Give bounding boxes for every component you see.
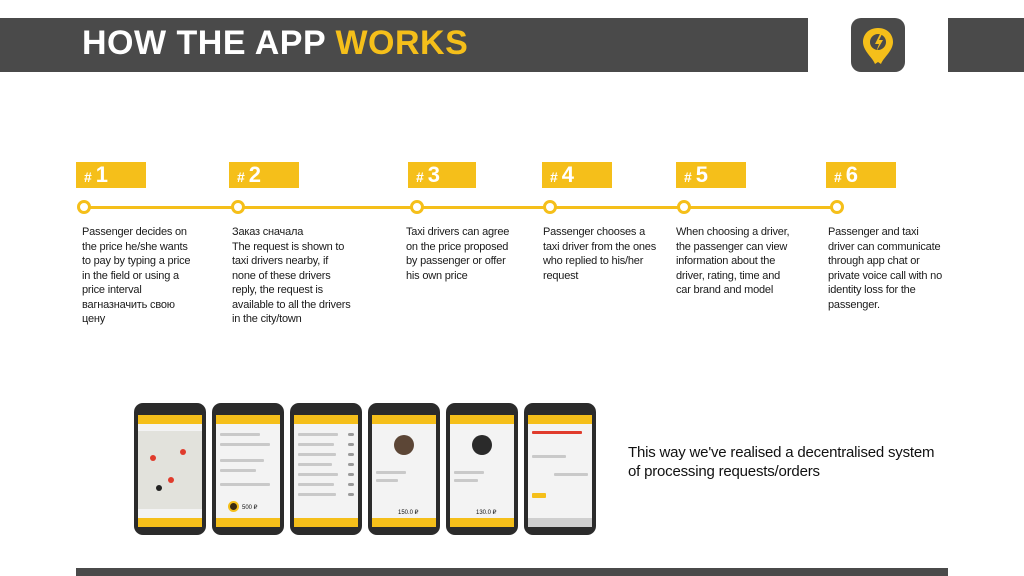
step-5-line: the passenger can view [676, 240, 788, 253]
summary-text [628, 443, 934, 481]
toggle-icon [348, 473, 354, 476]
step-2-line: reply, the request is [232, 284, 323, 296]
step-1-description [82, 225, 212, 327]
profile-price: 130.0 ₽ [476, 510, 497, 516]
timeline-line [84, 206, 838, 209]
toggle-icon [348, 453, 354, 456]
toggle-icon [348, 483, 354, 486]
page-title [82, 24, 468, 63]
pin-with-lightning-logo-icon [851, 18, 905, 72]
step-1-line: price interval [82, 284, 142, 296]
step-2-hash: # [237, 169, 245, 185]
settings-row [298, 493, 336, 496]
confirm-button [216, 518, 280, 527]
coin-icon [228, 501, 239, 512]
step-5-line: car brand and model [676, 284, 774, 296]
summary-line-1: This way we've realised a decentralised system [628, 444, 935, 461]
offer-price: 150.0 ₽ [398, 510, 419, 516]
step-4-tag [542, 162, 612, 188]
phone-screen [528, 415, 592, 527]
step-4-hash: # [550, 169, 558, 185]
map-pin-icon [150, 455, 156, 461]
toggle-icon [348, 493, 354, 496]
step-3-number: 3 [427, 162, 441, 187]
step-5-line: information about the [676, 255, 776, 267]
map-area [138, 431, 202, 509]
step-6-line: identity loss for the [828, 284, 916, 296]
step-5-number: 5 [695, 162, 709, 187]
step-4-line: who replied to his/her [543, 255, 644, 267]
chat-message [532, 455, 566, 458]
timeline-node-5 [677, 200, 691, 214]
step-1-line: to pay by typing a price [82, 255, 191, 267]
toggle-icon [348, 463, 354, 466]
step-6-line: private voice call with no [828, 269, 943, 282]
step-1-number: 1 [95, 162, 109, 187]
form-row [220, 443, 270, 446]
settings-row [298, 443, 334, 446]
timeline-node-6 [830, 200, 844, 214]
driver-avatar [394, 435, 414, 455]
phone-settings [290, 403, 362, 535]
phone-map-order [134, 403, 206, 535]
step-4-line: taxi driver from the ones [543, 240, 656, 253]
step-2-line: Заказ сначала [232, 226, 304, 238]
app-bar [450, 415, 514, 424]
phone-screen [450, 415, 514, 527]
form-row [220, 483, 270, 486]
order-button [138, 518, 202, 527]
driver-info-row [376, 479, 398, 482]
step-4-number: 4 [561, 162, 575, 187]
settings-row [298, 463, 332, 466]
driver-info-row [454, 471, 484, 474]
step-6-line: driver can communicate [828, 240, 941, 253]
app-bar [372, 415, 436, 424]
step-5-description [676, 225, 812, 298]
order-price: 500 ₽ [242, 505, 258, 511]
step-6-line: passenger. [828, 298, 880, 311]
step-3-tag [408, 162, 476, 188]
accept-button [450, 518, 514, 527]
accept-button [372, 518, 436, 527]
app-bar [138, 415, 202, 424]
step-3-description [406, 225, 532, 283]
header-bar-right [948, 18, 1024, 72]
map-pin-icon [168, 477, 174, 483]
step-6-line: Passenger and taxi [828, 226, 919, 238]
phone-chat [524, 403, 596, 535]
step-4-description [543, 225, 673, 283]
settings-row [298, 433, 338, 436]
phone-order-form [212, 403, 284, 535]
apply-button [294, 518, 358, 527]
step-6-hash: # [834, 169, 842, 185]
step-2-description [232, 225, 372, 327]
bottom-bar [76, 568, 948, 576]
chat-message [532, 493, 546, 498]
step-3-line: on the price proposed [406, 240, 509, 253]
step-2-line: available to all the drivers [232, 298, 351, 311]
step-6-line: through app chat or [828, 255, 920, 267]
timeline-node-3 [410, 200, 424, 214]
app-bar [294, 415, 358, 424]
phone-driver-offer [368, 403, 440, 535]
step-6-description [828, 225, 964, 312]
driver-avatar [472, 435, 492, 455]
timeline-node-2 [231, 200, 245, 214]
step-1-line: Passenger decides on [82, 226, 187, 238]
driver-info-row [454, 479, 478, 482]
form-row [220, 433, 260, 436]
step-2-line: taxi drivers nearby, if [232, 255, 329, 267]
step-3-hash: # [416, 169, 424, 185]
step-3-line: Taxi drivers can agree [406, 226, 510, 238]
step-3-line: his own price [406, 269, 468, 282]
phone-screen [372, 415, 436, 527]
step-2-line: in the city/town [232, 313, 302, 325]
message-input [528, 518, 592, 527]
timeline-node-1 [77, 200, 91, 214]
driver-info-row [376, 471, 406, 474]
form-row [220, 469, 256, 472]
step-1-line: цену [82, 313, 106, 325]
summary-line-2: of processing requests/orders [628, 463, 820, 480]
car-pin-icon [156, 485, 162, 491]
step-1-line: the price he/she wants [82, 240, 188, 253]
step-2-line: none of these drivers [232, 269, 331, 282]
status-row [532, 431, 582, 434]
step-2-tag [229, 162, 299, 188]
step-6-number: 6 [845, 162, 859, 187]
phone-driver-profile [446, 403, 518, 535]
step-4-line: Passenger chooses a [543, 226, 645, 238]
step-6-tag [826, 162, 896, 188]
phone-screen [216, 415, 280, 527]
settings-row [298, 453, 336, 456]
toggle-icon [348, 433, 354, 436]
step-5-line: driver, rating, time and [676, 269, 781, 282]
app-bar [528, 415, 592, 424]
title-main: HOW THE APP [82, 24, 336, 62]
phone-screen [138, 415, 202, 527]
app-bar [216, 415, 280, 424]
step-1-line: вагназначить свою [82, 298, 175, 311]
phone-screen [294, 415, 358, 527]
step-1-hash: # [84, 169, 92, 185]
step-1-line: in the field or using a [82, 269, 179, 282]
step-1-tag [76, 162, 146, 188]
step-3-line: by passenger or offer [406, 255, 506, 267]
title-accent: WORKS [335, 24, 469, 62]
step-5-tag [676, 162, 746, 188]
step-5-line: When choosing a driver, [676, 226, 790, 238]
settings-row [298, 473, 338, 476]
toggle-icon [348, 443, 354, 446]
app-screenshots [134, 399, 600, 537]
form-row [220, 459, 264, 462]
map-pin-icon [180, 449, 186, 455]
step-5-hash: # [684, 169, 692, 185]
step-4-line: request [543, 269, 579, 282]
step-2-line: The request is shown to [232, 240, 345, 253]
chat-message [554, 473, 588, 476]
step-2-number: 2 [248, 162, 262, 187]
timeline-node-4 [543, 200, 557, 214]
settings-row [298, 483, 334, 486]
